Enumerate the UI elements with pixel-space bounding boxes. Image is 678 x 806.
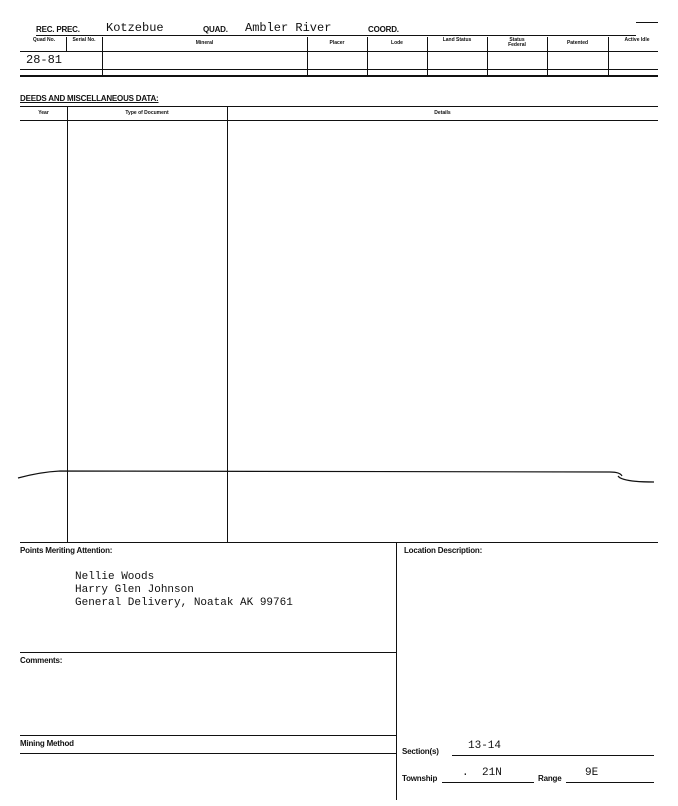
col-header-mineral: Mineral bbox=[195, 40, 214, 46]
township-prefix: . bbox=[462, 767, 469, 779]
comments-label: Comments: bbox=[20, 656, 63, 665]
quad-value: Ambler River bbox=[245, 21, 332, 35]
location-label: Location Description: bbox=[404, 546, 483, 555]
township-label: Township bbox=[402, 774, 438, 783]
quad-label: QUAD. bbox=[203, 25, 228, 34]
claim-table-header-rule bbox=[20, 51, 658, 52]
header-rule-top-ext bbox=[636, 22, 658, 23]
deeds-col-header-details: Details bbox=[434, 110, 451, 116]
lower-vertical-divider bbox=[396, 542, 397, 800]
claim-table bbox=[20, 37, 658, 77]
coord-label: COORD. bbox=[368, 25, 399, 34]
township-underline bbox=[442, 782, 534, 783]
continuation-stroke bbox=[0, 462, 678, 492]
mining-top-rule bbox=[20, 735, 396, 736]
quad-serial-value: 28-81 bbox=[26, 53, 63, 67]
col-header-land-status: Land Status bbox=[442, 37, 472, 43]
claim-table-row-rule bbox=[20, 69, 658, 70]
col-div-6 bbox=[487, 37, 488, 75]
rec-prec-value: Kotzebue bbox=[106, 21, 164, 35]
col-header-placer: Placer bbox=[329, 40, 345, 46]
claim-table-bottom-rule bbox=[20, 75, 658, 77]
points-label: Points Meriting Attention: bbox=[20, 546, 113, 555]
points-line-1: Nellie Woods bbox=[75, 571, 155, 583]
col-header-status-federal: Status Federal bbox=[508, 37, 526, 48]
deeds-header-top-rule bbox=[20, 106, 658, 107]
rec-prec-label: REC. PREC. bbox=[36, 25, 80, 34]
points-line-3: General Delivery, Noatak AK 99761 bbox=[75, 597, 293, 609]
comments-top-rule bbox=[20, 652, 396, 653]
col-header-serial-no: Serial No. bbox=[72, 37, 96, 43]
range-label: Range bbox=[538, 774, 562, 783]
deeds-col-header-type: Type of Document bbox=[125, 110, 169, 116]
township-value: 21N bbox=[482, 767, 502, 779]
col-header-lode: Lode bbox=[391, 40, 403, 46]
col-header-active-idle: Active Idle bbox=[624, 37, 650, 43]
deeds-header-bottom-rule bbox=[20, 120, 658, 121]
col-div-8 bbox=[608, 37, 609, 75]
points-line-2: Harry Glen Johnson bbox=[75, 584, 194, 596]
range-value: 9E bbox=[585, 767, 599, 779]
deeds-title: DEEDS AND MISCELLANEOUS DATA: bbox=[20, 94, 159, 103]
col-div-5 bbox=[427, 37, 428, 75]
range-underline bbox=[566, 782, 654, 783]
section-underline bbox=[452, 755, 654, 756]
mining-label: Mining Method bbox=[20, 739, 74, 748]
section-label: Section(s) bbox=[402, 747, 439, 756]
mining-bottom-rule bbox=[20, 753, 396, 754]
col-header-patented: Patented bbox=[566, 40, 589, 46]
section-value: 13-14 bbox=[468, 740, 502, 752]
header-rule-top bbox=[36, 35, 636, 36]
col-header-quad-no: Quad No. bbox=[32, 37, 56, 43]
deeds-bottom-rule bbox=[20, 542, 658, 543]
deeds-col-header-year: Year bbox=[38, 110, 49, 116]
